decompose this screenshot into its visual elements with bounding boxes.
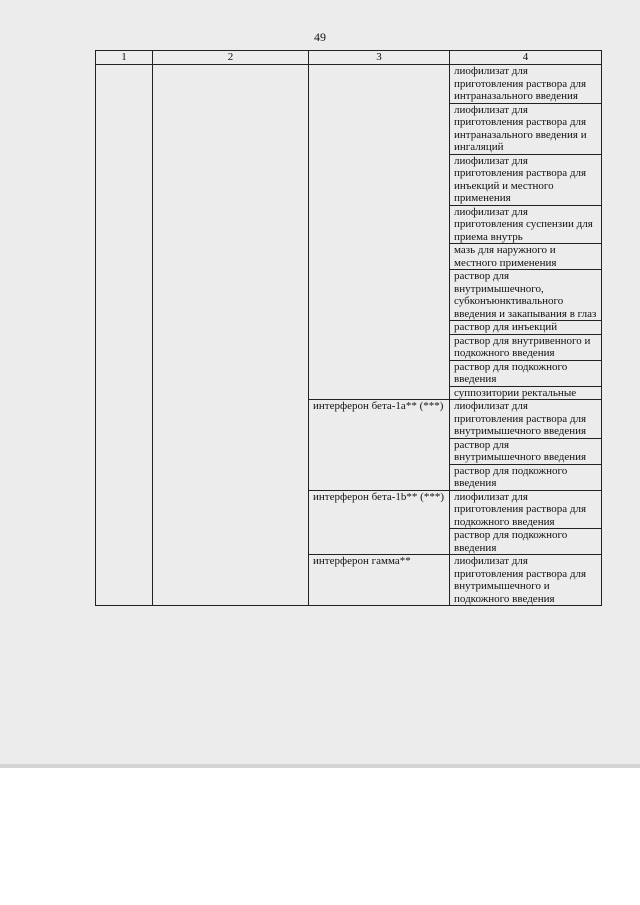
dosage-form-cell: лиофилизат для приготовления раствора для интраназального введения — [450, 65, 602, 104]
dosage-form-cell: мазь для наружного и местного применения — [450, 244, 602, 270]
table-header-row — [96, 51, 602, 65]
dosage-form-cell: лиофилизат для приготовления раствора для инъекций и местного применения — [450, 154, 602, 205]
dosage-form-cell: лиофилизат для приготовления раствора для подкожного введения — [450, 490, 602, 529]
drug-name-cell: интерферон бета-1a** (***) — [309, 400, 450, 491]
dosage-form-cell: раствор для внутримышечного введения — [450, 438, 602, 464]
dosage-form-cell: раствор для подкожного введения — [450, 529, 602, 555]
column-2-cell — [153, 65, 309, 606]
drug-forms-table — [95, 50, 602, 606]
dosage-form-cell: раствор для инъекций — [450, 321, 602, 335]
dosage-form-cell: раствор для подкожного введения — [450, 360, 602, 386]
scan-bottom-edge — [0, 764, 640, 768]
drug-name-cell: интерферон гамма** — [309, 555, 450, 606]
column-1-cell — [96, 65, 153, 606]
drug-name-cell: интерферон бета-1b** (***) — [309, 490, 450, 555]
dosage-form-cell: лиофилизат для приготовления раствора для интраназального введения и ингаляций — [450, 103, 602, 154]
dosage-form-cell: лиофилизат для приготовления суспензии для приема внутрь — [450, 205, 602, 244]
dosage-form-cell: раствор для внутримышечного, субконъюнктивального введения и закапывания в глаз — [450, 270, 602, 321]
dosage-form-cell: лиофилизат для приготовления раствора для внутримышечного введения — [450, 400, 602, 439]
dosage-form-cell: раствор для внутривенного и подкожного введения — [450, 334, 602, 360]
column-header-2: 2 — [153, 51, 309, 65]
dosage-form-cell: суппозитории ректальные — [450, 386, 602, 400]
dosage-form-cell: раствор для подкожного введения — [450, 464, 602, 490]
column-header-4: 4 — [450, 51, 602, 65]
column-header-3: 3 — [309, 51, 450, 65]
table-row — [96, 65, 602, 104]
dosage-form-cell: лиофилизат для приготовления раствора для внутримышечного и подкожного введения — [450, 555, 602, 606]
drug-name-cell — [309, 65, 450, 400]
page-number: 49 — [314, 30, 326, 44]
column-header-1: 1 — [96, 51, 153, 65]
